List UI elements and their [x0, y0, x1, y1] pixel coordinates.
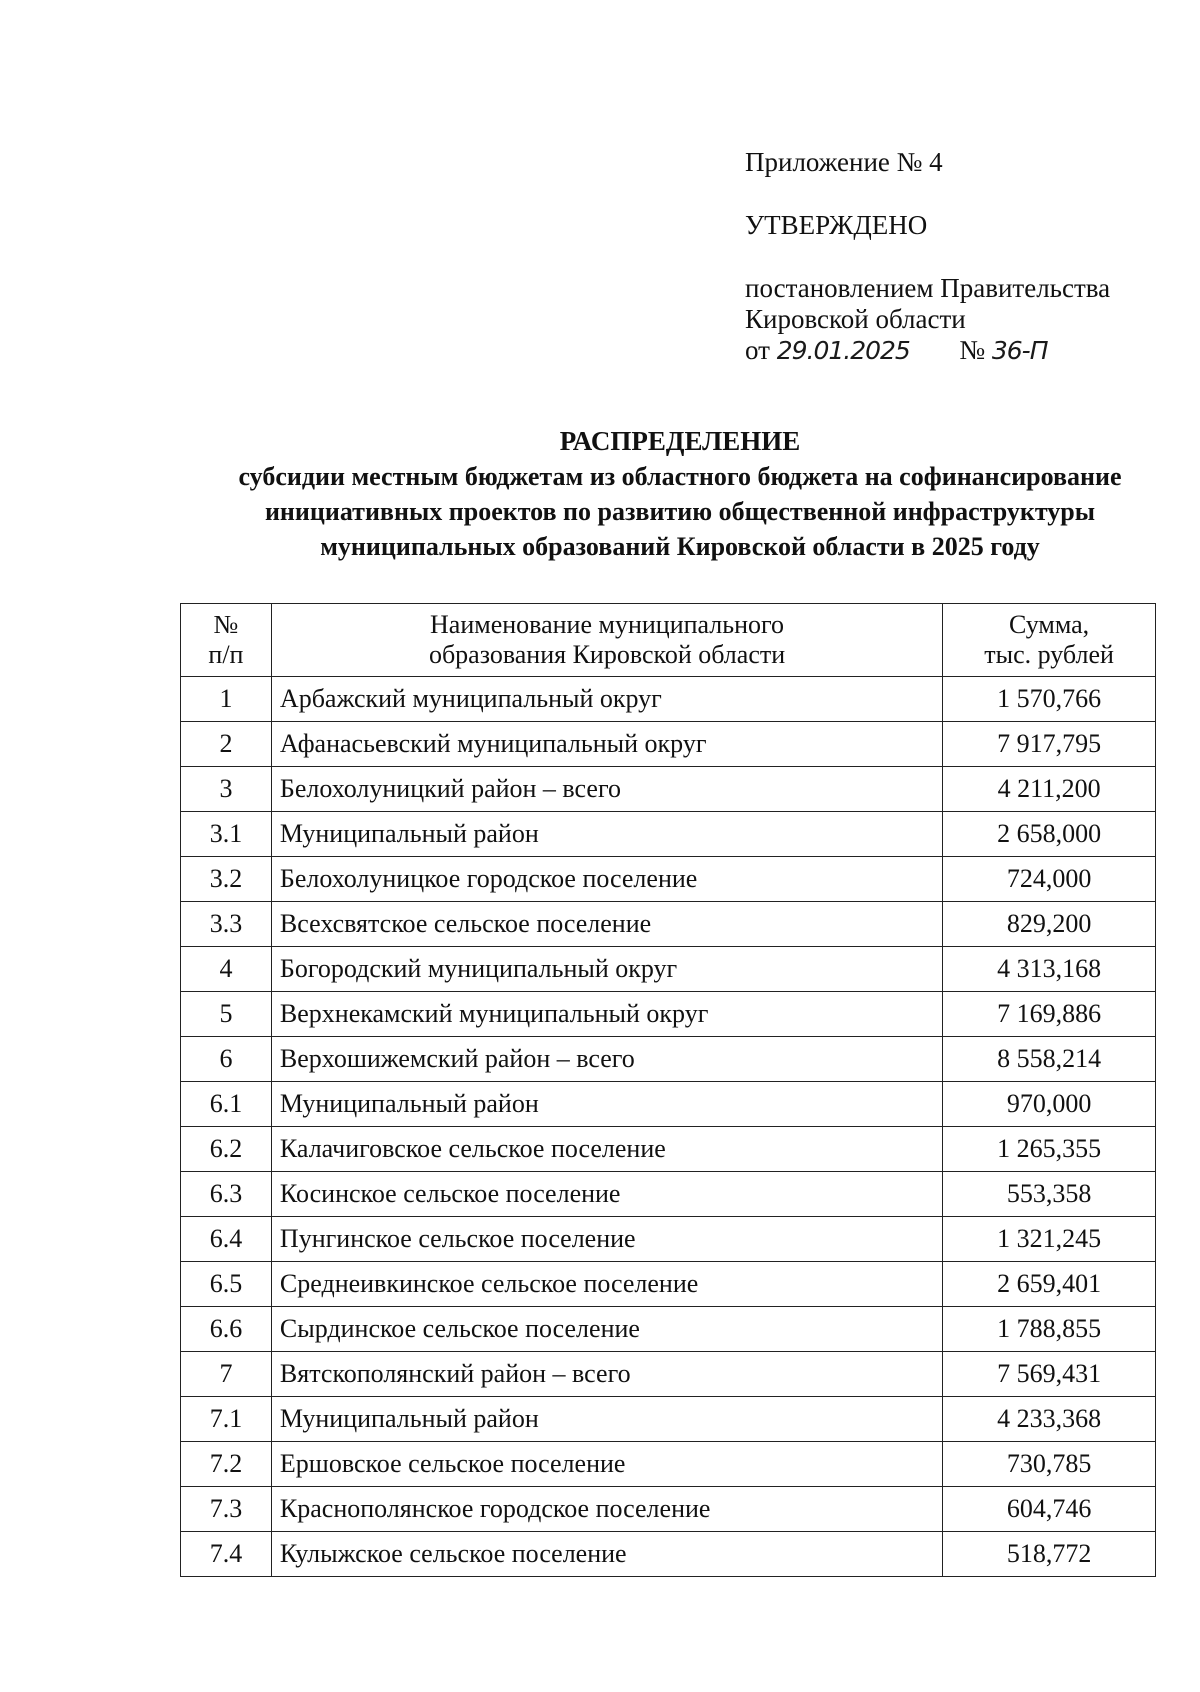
row-number: 6.2: [181, 1127, 272, 1172]
row-number: 3.2: [181, 857, 272, 902]
document-heading: [160, 424, 1200, 564]
row-number: 7.2: [181, 1442, 272, 1487]
row-name: Белохолуницкий район – всего: [271, 767, 942, 812]
table-row: [181, 1262, 1156, 1307]
handwritten-resolution-number: 36-П: [991, 336, 1048, 365]
row-name: Арбажский муниципальный округ: [271, 677, 942, 722]
table-row: [181, 722, 1156, 767]
table-row: [181, 1352, 1156, 1397]
row-name: Муниципальный район: [271, 1397, 942, 1442]
row-sum: 4 211,200: [943, 767, 1156, 812]
header-name-line2: образования Кировской области: [428, 640, 786, 669]
row-name: Сырдинское сельское поселение: [271, 1307, 942, 1352]
row-sum: 518,772: [943, 1532, 1156, 1577]
table-header-row: [181, 604, 1156, 677]
table-row: [181, 1487, 1156, 1532]
row-name: Верхошижемский район – всего: [271, 1037, 942, 1082]
row-name: Верхнекамский муниципальный округ: [271, 992, 942, 1037]
approved-by-line1: постановлением Правительства: [745, 273, 1111, 303]
row-name: Среднеивкинское сельское поселение: [271, 1262, 942, 1307]
header-sum-line1: Сумма,: [1009, 610, 1090, 639]
row-sum: 4 313,168: [943, 947, 1156, 992]
row-number: 1: [181, 677, 272, 722]
row-sum: 1 570,766: [943, 677, 1156, 722]
row-name: Пунгинское сельское поселение: [271, 1217, 942, 1262]
row-name: Муниципальный район: [271, 1082, 942, 1127]
table-row: [181, 947, 1156, 992]
header-name: [271, 604, 942, 677]
row-sum: 730,785: [943, 1442, 1156, 1487]
table-row: [181, 1217, 1156, 1262]
row-sum: 604,746: [943, 1487, 1156, 1532]
table-row: [181, 767, 1156, 812]
row-number: 6.5: [181, 1262, 272, 1307]
row-name: Косинское сельское поселение: [271, 1172, 942, 1217]
table-row: [181, 1442, 1156, 1487]
header-name-line1: Наименование муниципального: [430, 610, 785, 639]
table-body: [181, 677, 1156, 1577]
row-number: 7.3: [181, 1487, 272, 1532]
table-row: [181, 902, 1156, 947]
row-sum: 7 169,886: [943, 992, 1156, 1037]
table-row: [181, 812, 1156, 857]
date-prefix: от: [745, 335, 770, 365]
subsidy-distribution-table: [180, 603, 1156, 1577]
approved-stamp-text: УТВЕРЖДЕНО: [745, 210, 928, 240]
row-number: 3: [181, 767, 272, 812]
appendix-number: Приложение № 4: [745, 147, 943, 177]
row-number: 6.3: [181, 1172, 272, 1217]
row-sum: 7 569,431: [943, 1352, 1156, 1397]
row-name: Калачиговское сельское поселение: [271, 1127, 942, 1172]
row-sum: 7 917,795: [943, 722, 1156, 767]
row-sum: 2 658,000: [943, 812, 1156, 857]
handwritten-date: 29.01.2025: [776, 336, 910, 365]
row-number: 3.1: [181, 812, 272, 857]
row-sum: 553,358: [943, 1172, 1156, 1217]
row-name: Белохолуницкое городское поселение: [271, 857, 942, 902]
row-name: Афанасьевский муниципальный округ: [271, 722, 942, 767]
table-row: [181, 1127, 1156, 1172]
row-sum: 970,000: [943, 1082, 1156, 1127]
row-number: 6.1: [181, 1082, 272, 1127]
row-name: Муниципальный район: [271, 812, 942, 857]
row-name: Ершовское сельское поселение: [271, 1442, 942, 1487]
row-sum: 2 659,401: [943, 1262, 1156, 1307]
row-name: Всехсвятское сельское поселение: [271, 902, 942, 947]
approved-by-line2: Кировской области: [745, 304, 966, 334]
table-row: [181, 992, 1156, 1037]
table-row: [181, 1532, 1156, 1577]
approval-block: [745, 147, 1110, 366]
table-row: [181, 1037, 1156, 1082]
row-sum: 829,200: [943, 902, 1156, 947]
row-number: 7.4: [181, 1532, 272, 1577]
row-number: 5: [181, 992, 272, 1037]
table-row: [181, 1082, 1156, 1127]
row-sum: 8 558,214: [943, 1037, 1156, 1082]
row-sum: 1 265,355: [943, 1127, 1156, 1172]
row-sum: 4 233,368: [943, 1397, 1156, 1442]
table-row: [181, 1397, 1156, 1442]
row-number: 6.6: [181, 1307, 272, 1352]
resolution-date-number-line: [745, 335, 1110, 366]
document-subtitle-line1: субсидии местным бюджетам из областного бюджета на софинансирование: [238, 462, 1122, 491]
row-name: Кулыжское сельское поселение: [271, 1532, 942, 1577]
row-sum: 1 321,245: [943, 1217, 1156, 1262]
row-number: 4: [181, 947, 272, 992]
row-number: 3.3: [181, 902, 272, 947]
row-number: 6.4: [181, 1217, 272, 1262]
header-number-line1: №: [213, 610, 239, 639]
document-title: РАСПРЕДЕЛЕНИЕ: [559, 426, 801, 456]
header-sum-line2: тыс. рублей: [984, 640, 1114, 669]
row-sum: 724,000: [943, 857, 1156, 902]
row-number: 7.1: [181, 1397, 272, 1442]
row-number: 6: [181, 1037, 272, 1082]
document-subtitle-line2: инициативных проектов по развитию общественной инфраструктуры: [264, 497, 1096, 526]
row-name: Богородский муниципальный округ: [271, 947, 942, 992]
header-number-line2: п/п: [208, 640, 244, 669]
row-name: Вятскополянский район – всего: [271, 1352, 942, 1397]
header-sum: [943, 604, 1156, 677]
table-row: [181, 677, 1156, 722]
table-row: [181, 857, 1156, 902]
row-sum: 1 788,855: [943, 1307, 1156, 1352]
table-row: [181, 1307, 1156, 1352]
document-subtitle-line3: муниципальных образований Кировской области в 2025 году: [320, 532, 1040, 561]
table-row: [181, 1172, 1156, 1217]
row-number: 2: [181, 722, 272, 767]
row-name: Краснополянское городское поселение: [271, 1487, 942, 1532]
number-prefix: №: [959, 335, 986, 365]
row-number: 7: [181, 1352, 272, 1397]
header-number: [181, 604, 272, 677]
